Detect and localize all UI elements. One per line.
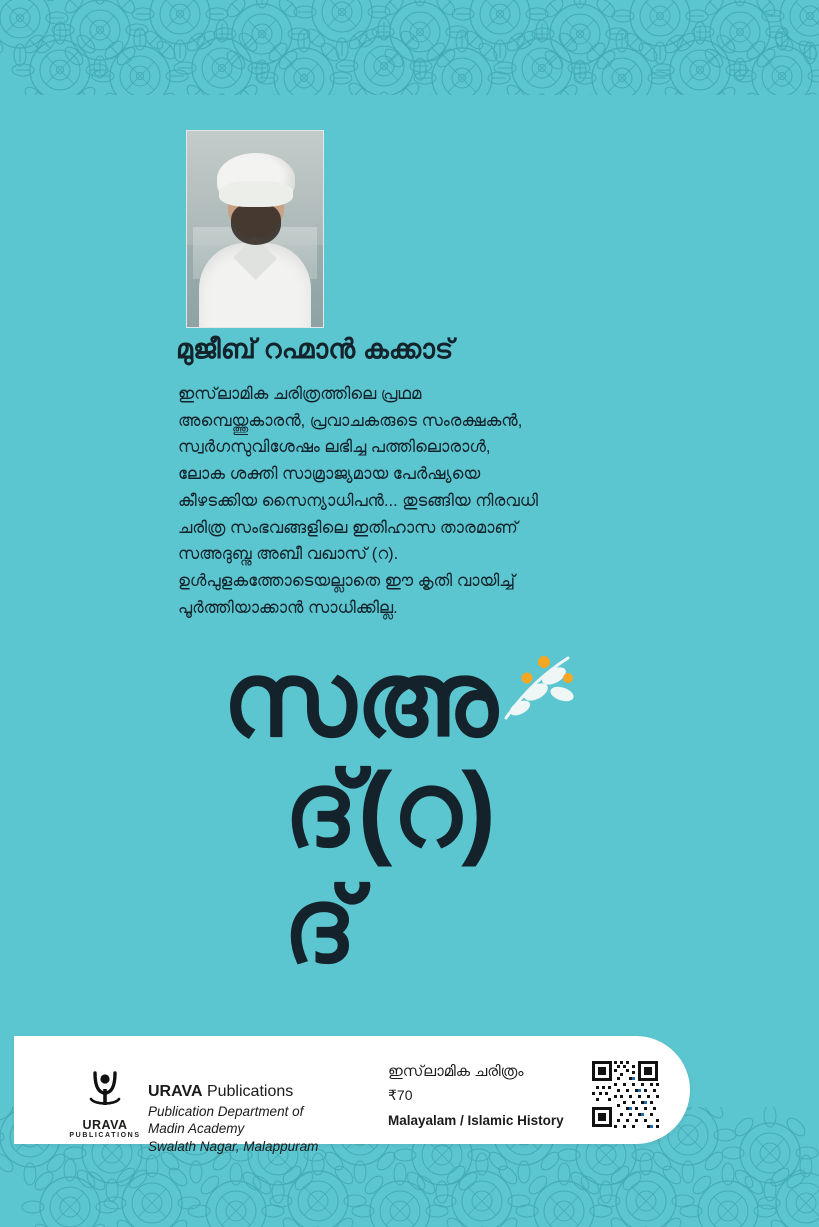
title-artwork bbox=[150, 642, 670, 988]
publisher-name bbox=[148, 1082, 378, 1101]
book-category: ഇസ്‌ലാമിക ചരിത്രം bbox=[388, 1063, 524, 1080]
book-meta bbox=[388, 1062, 588, 1128]
publisher-logo bbox=[66, 1069, 144, 1139]
book-blurb: ഇസ്‌ലാമിക ചരിത്രത്തിലെ പ്രഥമ അമ്പെയ്ത്തുകാരൻ, പ്രവാചകരുടെ സംരക്ഷകൻ, സ്വർഗസുവിശേഷം ലഭിച്ച പത്തിലൊരാൾ, ലോക ശക്തി സാമ്രാജ്യമായ പേർഷ്യയെ കീഴടക്കിയ സൈന്യാധിപൻ... തുടങ്ങിയ നിരവധി ചരിത്ര സംഭവങ്ങളിലെ ഇതിഹാസ താരമാണ് സഅദുബ്നു അബീ വഖാസ് (റ). ഉൾപുളകത്തോടെയല്ലാതെ ഈ കൃതി വായിച്ച് പൂർത്തിയാക്കാൻ സാധിക്കില്ല. bbox=[178, 385, 538, 617]
title-line-2: ദ്(റ) bbox=[284, 752, 496, 868]
portrait-beard bbox=[231, 203, 281, 245]
title-line-1: സഅ bbox=[222, 642, 498, 758]
logo-sub-wordmark: PUBLICATIONS bbox=[69, 1132, 141, 1140]
book-price: ₹70 bbox=[388, 1086, 413, 1103]
urava-logo-icon bbox=[85, 1069, 125, 1109]
publisher-department-line1: Publication Department of bbox=[148, 1104, 304, 1120]
publisher-department-line3: Swalath Nagar, Malappuram bbox=[148, 1138, 319, 1154]
publisher-department bbox=[148, 1103, 378, 1155]
ornament-band-top bbox=[0, 0, 819, 95]
qr-code[interactable] bbox=[588, 1057, 662, 1131]
publisher-name-suffix: Publications bbox=[202, 1083, 294, 1100]
portrait-turban bbox=[217, 153, 295, 205]
author-name: മുജീബ് റഹ്മാൻ കക്കാട് bbox=[176, 334, 454, 364]
title-line-3: ദ് bbox=[283, 868, 357, 984]
olive-sprig-icon bbox=[450, 652, 580, 742]
book-language: Malayalam / Islamic History bbox=[388, 1112, 564, 1128]
publisher-department-line2: Madin Academy bbox=[148, 1121, 245, 1137]
author-portrait bbox=[186, 130, 324, 328]
logo-wordmark: URAVA bbox=[82, 1118, 128, 1132]
publisher-info bbox=[148, 1082, 378, 1155]
qr-code-icon bbox=[588, 1057, 662, 1131]
publisher-name-brand: URAVA bbox=[148, 1083, 203, 1100]
